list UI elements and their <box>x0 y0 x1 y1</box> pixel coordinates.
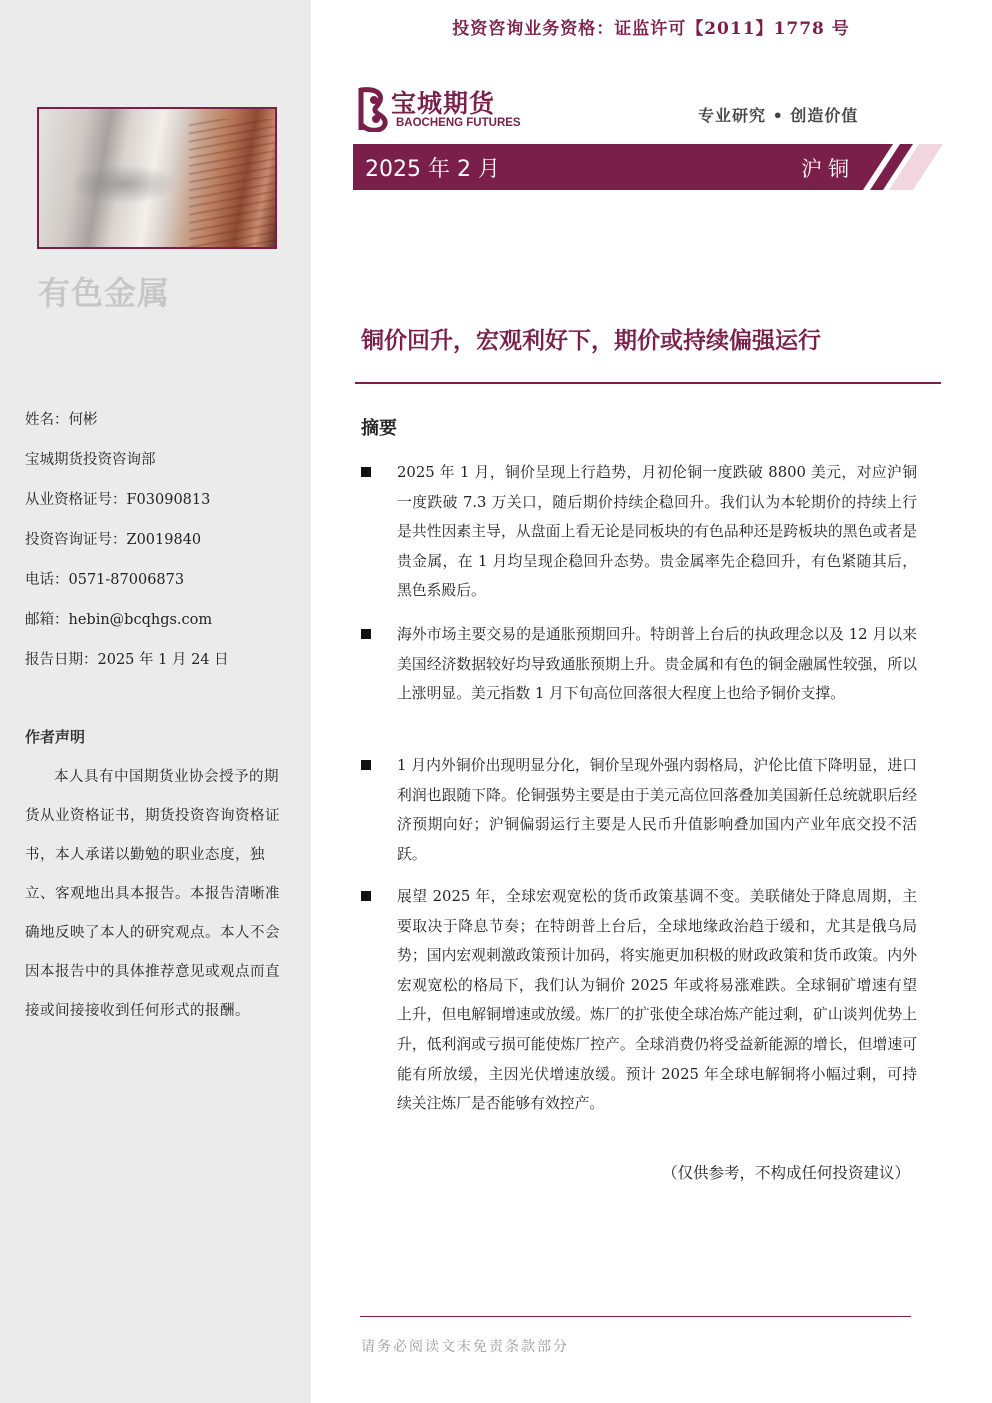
logo-mark-icon <box>355 86 391 132</box>
bullet-square-icon <box>361 891 371 901</box>
sector-label: 有色金属 <box>38 274 171 312</box>
report-banner <box>353 144 943 190</box>
author-name: 姓名：何彬 <box>25 412 98 428</box>
footer-divider <box>360 1316 911 1317</box>
footer-note: 请务必阅读文末免责条款部分 <box>361 1339 569 1355</box>
bullet-square-icon <box>361 629 371 639</box>
declaration-title: 作者声明 <box>25 728 86 746</box>
company-logo <box>355 86 525 132</box>
bullet-square-icon <box>361 467 371 477</box>
summary-bullet-3: 1 月内外铜价出现明显分化，铜价呈现外强内弱格局，沪伦比值下降明显，进口利润也跟随下降。伦铜强势主要是由于美元高位回落叠加美国新任总统就职后经济预期向好；沪铜偏弱运行主要是人民币升值影响叠加国内产业年底交投不活跃。 <box>397 757 917 863</box>
banner-product: 沪铜 <box>801 157 855 181</box>
title-divider <box>355 382 941 384</box>
summary-bullet-2: 海外市场主要交易的是通胀预期回升。特朗普上台后的执政理念以及 12 月以来美国经济数据较好均导致通胀预期上升。贵金属和有色的铜金融属性较强，所以上涨明显。美元指数 1 月下旬高位回落很大程度上也给予铜价支撑。 <box>397 626 917 703</box>
author-consulting-id: 投资咨询证号：Z0019840 <box>25 532 202 548</box>
report-date: 报告日期：2025 年 1 月 24 日 <box>25 652 229 668</box>
declaration-body: 本人具有中国期货业协会授予的期货从业资格证书，期货投资咨询资格证书，本人承诺以勤勉的职业态度，独立、客观地出具本报告。本报告清晰准确地反映了本人的研究观点。本人不会因本报告中的具体推荐意见或观点而直接或间接接收到任何形式的报酬。 <box>25 769 280 1019</box>
summary-heading: 摘要 <box>361 418 397 439</box>
author-info <box>25 406 229 686</box>
author-email: 邮箱：hebin@bcqhgs.com <box>25 612 213 628</box>
author-qualification-id: 从业资格证号：F03090813 <box>25 492 211 508</box>
logo-name-cn: 宝城期货 <box>391 89 496 118</box>
report-title: 铜价回升，宏观利好下，期价或持续偏强运行 <box>361 328 821 354</box>
logo-name-en: BAOCHENG FUTURES <box>396 117 521 129</box>
sidebar <box>0 0 311 1403</box>
license-line: 投资咨询业务资格：证监许可【2011】1778 号 <box>452 19 850 39</box>
cover-image <box>37 107 277 249</box>
summary-bullet-4: 展望 2025 年，全球宏观宽松的货币政策基调不变。美联储处于降息周期，主要取决于降息节奏；在特朗普上台后，全球地缘政治趋于缓和，尤其是俄乌局势；国内宏观刺激政策预计加码，将实施更加积极的财政政策和货币政策。内外宏观宽松的格局下，我们认为铜价 2025 年或将易涨难跌。全球铜矿增速有望上升，但电解铜增速或放缓。炼厂的扩张使全球冶炼产能过剩，矿山谈判优势上升，低利润或亏损可能使炼厂控产。全球消费仍将受益新能源的增长，但增速可能有所放缓，主因光伏增速放缓。预计 2025 年全球电解铜将小幅过剩，可持续关注炼厂是否能够有效控产。 <box>397 888 917 1113</box>
author-phone: 电话：0571-87006873 <box>25 572 185 588</box>
disclaimer: （仅供参考，不构成任何投资建议） <box>661 1164 910 1182</box>
slogan: 专业研究 • 创造价值 <box>698 106 859 125</box>
bullet-square-icon <box>361 760 371 770</box>
summary-bullet-1: 2025 年 1 月，铜价呈现上行趋势，月初伦铜一度跌破 8800 美元，对应沪铜一度跌破 7.3 万关口，随后期价持续企稳回升。我们认为本轮期价的持续上行是共性因素主导，从盘面上看无论是同板块的有色品种还是跨板块的黑色或者是贵金属，在 1 月均呈现企稳回升态势。贵金属率先企稳回升，有色紧随其后，黑色系殿后。 <box>397 464 917 600</box>
author-department: 宝城期货投资咨询部 <box>25 452 156 468</box>
banner-date: 2025 年 2 月 <box>365 157 500 182</box>
